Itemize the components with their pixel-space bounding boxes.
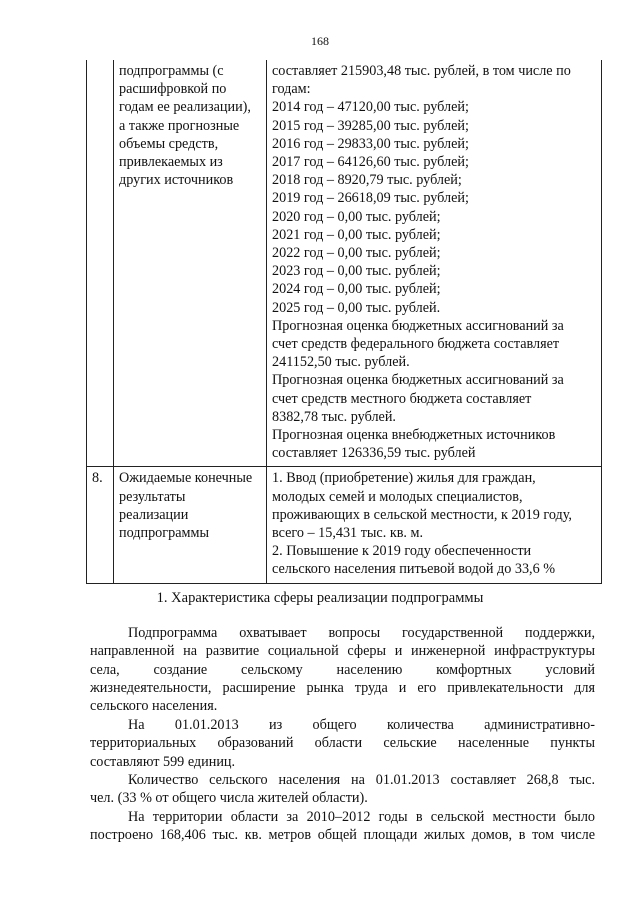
results-label-line: Ожидаемые конечные — [119, 470, 253, 487]
funding-label-line: других источников — [119, 172, 234, 189]
results-value-line: всего – 15,431 тыс. кв. м. — [272, 525, 424, 542]
row-number-cell — [87, 60, 114, 467]
page-number: 168 — [311, 34, 329, 48]
funding-year-line: 2014 год – 47120,00 тыс. рублей; — [272, 99, 469, 116]
funding-year-line: 2023 год – 0,00 тыс. рублей; — [272, 263, 441, 280]
funding-value-line: составляет 215903,48 тыс. рублей, в том числе по — [272, 63, 571, 79]
table-row-results — [87, 467, 602, 583]
section-title: 1. Характеристика сферы реализации подпрограммы — [156, 590, 484, 606]
funding-value-line: составляет 126336,59 тыс. рублей — [272, 445, 476, 462]
paragraph-line: жизнедеятельности, расширение рынка труда и его привлекательности для — [90, 679, 595, 696]
paragraph-line: направленной на развитие социальной сферы и инженерной инфраструктуры — [90, 643, 595, 660]
paragraph-population — [90, 771, 595, 808]
funding-value-line: Прогнозная оценка бюджетных ассигнований за — [272, 372, 564, 389]
row-number-cell: 8. — [87, 467, 114, 583]
results-value-line: проживающих в сельской местности, к 2019 году, — [272, 506, 572, 523]
paragraph-line: территориальных образований области сельские населенные пункты — [90, 735, 595, 752]
paragraph-line: села, создание сельскому населению комфортных условий — [90, 661, 595, 678]
funding-value-line: счет средств федерального бюджета составляет — [272, 336, 560, 353]
paragraph-line: Количество сельского населения на 01.01.2013 составляет 268,8 тыс. — [128, 772, 595, 788]
paragraph-settlements — [90, 716, 595, 771]
results-value-cell — [267, 467, 602, 583]
paragraph-line: На территории области за 2010–2012 годы в сельской местности было — [128, 809, 595, 825]
results-label-line: реализации — [119, 506, 189, 523]
funding-value-line: счет средств местного бюджета составляет — [272, 390, 532, 407]
results-value-line: молодых семей и молодых специалистов, — [272, 488, 523, 505]
funding-label-line: расшифровкой по — [119, 81, 227, 98]
paragraph-line: сельского населения. — [90, 698, 218, 715]
funding-label-cell — [114, 60, 267, 467]
results-label-line: результаты — [119, 488, 186, 505]
funding-year-line: 2018 год – 8920,79 тыс. рублей; — [272, 172, 462, 189]
results-label-line: подпрограммы — [119, 525, 209, 542]
results-value-line: сельского населения питьевой водой до 33,6 % — [272, 561, 556, 578]
results-value-line: 1. Ввод (приобретение) жилья для граждан, — [272, 470, 536, 487]
table-row-funding — [87, 60, 602, 467]
paragraph-line: Подпрограмма охватывает вопросы государственной поддержки, — [128, 625, 595, 641]
funding-value-line: Прогнозная оценка внебюджетных источников — [272, 427, 556, 444]
funding-value-line: годам: — [272, 81, 311, 98]
funding-label-line: объемы средств, — [119, 135, 219, 152]
funding-year-line: 2024 год – 0,00 тыс. рублей; — [272, 281, 441, 298]
funding-value-line: 8382,78 тыс. рублей. — [272, 408, 396, 425]
funding-year-line: 2021 год – 0,00 тыс. рублей; — [272, 226, 441, 243]
funding-value-line: 241152,50 тыс. рублей. — [272, 354, 410, 371]
funding-year-line: 2019 год – 26618,09 тыс. рублей; — [272, 190, 469, 207]
funding-label-line: привлекаемых из — [119, 154, 223, 171]
results-label-cell — [114, 467, 267, 583]
funding-year-line: 2015 год – 39285,00 тыс. рублей; — [272, 117, 469, 134]
subprogram-passport-table — [86, 60, 602, 584]
paragraph-housing — [90, 808, 595, 845]
funding-value-line: Прогнозная оценка бюджетных ассигнований за — [272, 317, 564, 334]
paragraph-line: На 01.01.2013 из общего количества административно- — [128, 717, 595, 733]
paragraph-line: составляют 599 единиц. — [90, 753, 236, 770]
funding-label-line: подпрограммы (с — [119, 63, 224, 79]
funding-year-line: 2016 год – 29833,00 тыс. рублей; — [272, 135, 469, 152]
funding-year-line: 2025 год – 0,00 тыс. рублей. — [272, 299, 441, 316]
funding-label-line: годам ее реализации), — [119, 99, 251, 116]
funding-year-line: 2022 год – 0,00 тыс. рублей; — [272, 245, 441, 262]
paragraph-line: чел. (33 % от общего числа жителей области). — [90, 790, 368, 807]
funding-value-cell — [267, 60, 602, 467]
funding-label-line: а также прогнозные — [119, 117, 240, 134]
paragraph-overview — [90, 624, 595, 715]
paragraph-line: построено 168,406 тыс. кв. метров общей площади жилых домов, в том числе — [90, 827, 595, 844]
funding-year-line: 2020 год – 0,00 тыс. рублей; — [272, 208, 441, 225]
funding-year-line: 2017 год – 64126,60 тыс. рублей; — [272, 154, 469, 171]
results-value-line: 2. Повышение к 2019 году обеспеченности — [272, 543, 532, 560]
